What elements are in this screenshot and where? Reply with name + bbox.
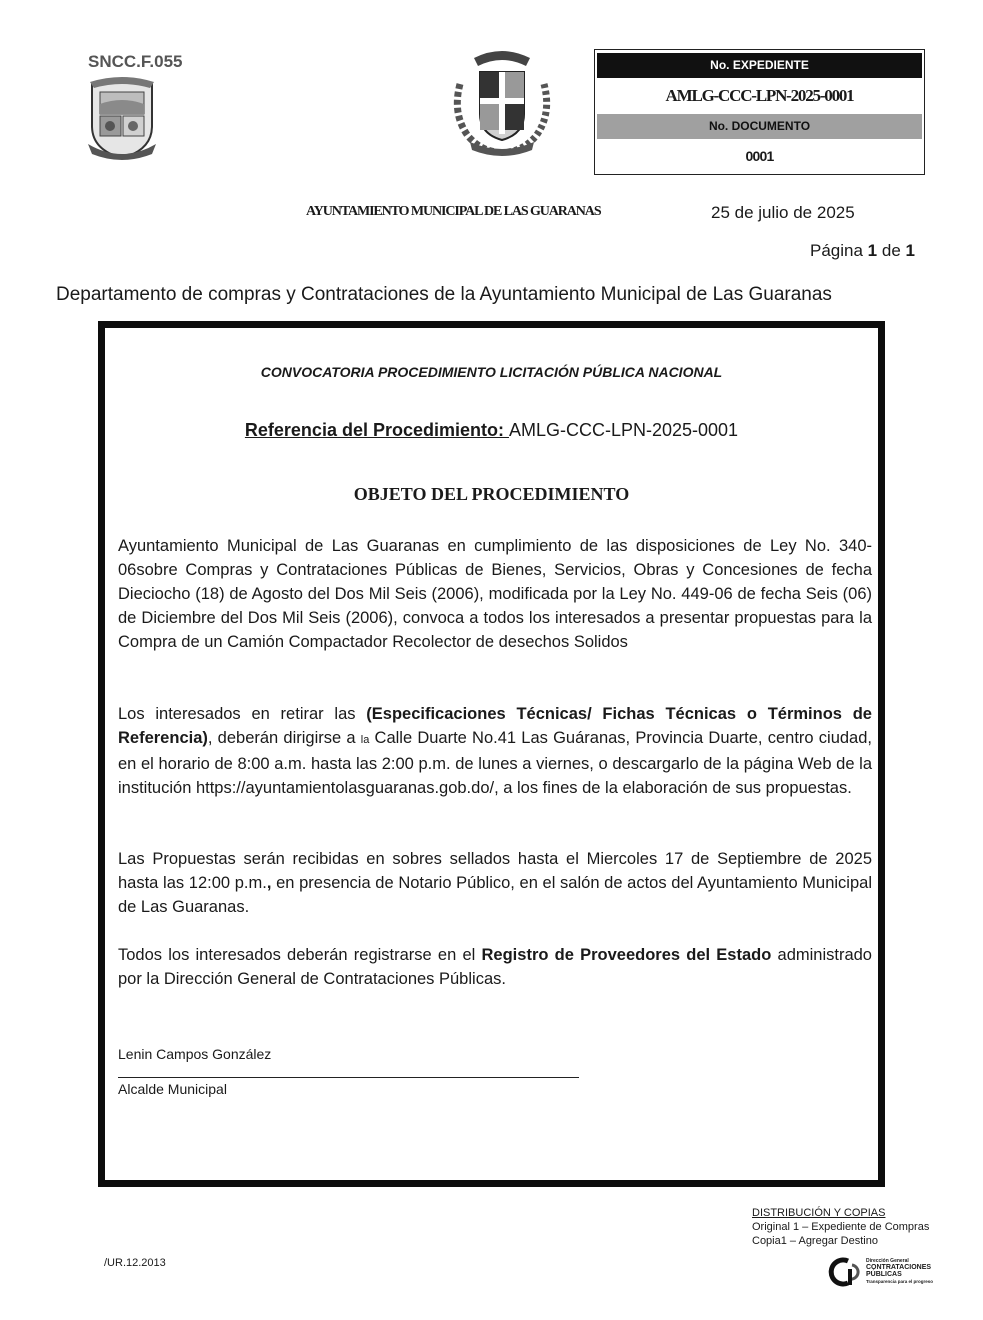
page-separator: de [881, 241, 901, 260]
logo-line-2: CONTRATACIONES [866, 1264, 932, 1271]
expediente-label: No. EXPEDIENTE [597, 53, 922, 78]
dgcp-emblem-icon [826, 1255, 866, 1289]
dgcp-logo-icon [826, 1255, 934, 1289]
p3-comma: , [266, 874, 272, 892]
call-title: CONVOCATORIA PROCEDIMIENTO LICITACIÓN PÚBLICA NACIONAL [260, 364, 723, 380]
logo-line-1: Dirección General [866, 1258, 909, 1264]
p4-text-c: administrado por la Dirección General de Contrataciones Públicas. [118, 946, 872, 988]
object-heading: OBJETO DEL PROCEDIMIENTO [353, 484, 630, 504]
announcement-frame [98, 321, 885, 1187]
logo-line-3: PÚBLICAS [866, 1271, 902, 1278]
paragraph-registry [118, 943, 872, 991]
form-code: SNCC.F.055 [88, 52, 183, 71]
documento-value: 0001 [745, 148, 774, 164]
municipal-seal-icon [86, 74, 158, 160]
expediente-value: AMLG-CCC-LPN-2025-0001 [665, 86, 854, 105]
p2-text-a: Los interesados en retirar las [118, 705, 367, 723]
p3-text-a: Las Propuestas serán recibidas en sobres sellados hasta el Miercoles 17 de Septiembre de 2025 hasta las 12:00 p.m. [118, 850, 872, 892]
p4-registry-bold: Registro de Proveedores del Estado [481, 946, 772, 964]
national-coat-of-arms-icon [446, 44, 558, 158]
logo-line-4: Transparencia para el progreso [866, 1279, 934, 1284]
department-title: Departamento de compras y Contrataciones de la Ayuntamiento Municipal de Las Guaranas [56, 284, 832, 305]
p2-text-d: la [360, 734, 370, 746]
paragraph-specifications [118, 702, 872, 800]
documento-label: No. DOCUMENTO [597, 114, 922, 139]
page-word: Página [810, 241, 863, 260]
p2-specs-bold: (Especificaciones Técnicas/ Fichas Técnicas o Términos de Referencia) [118, 705, 872, 747]
paragraph-object: Ayuntamiento Municipal de Las Guaranas en cumplimiento de las disposiciones de Ley No. 340-06sobre Compras y Contrataciones Públicas de Bienes, Servicios, Obras y Concesiones de fecha Dieciocho (18) de Agosto del Dos Mil Seis (2006), modificada por la Ley No. 449-06 de fecha Seis (06) de Diciembre del Dos Mil Seis (2006), convoca a todos los interesados a presentar propuestas para la Compra de un Camión Compactador Recolector de desechos Solidos [118, 537, 872, 651]
document-date: 25 de julio de 2025 [711, 203, 855, 222]
page-indicator [810, 241, 915, 261]
signer-name: Lenin Campos González [118, 1046, 272, 1062]
distribution-line-2: Copia1 – Agregar Destino [752, 1235, 878, 1247]
p4-text-a: Todos los interesados deberán registrarse en el [118, 946, 482, 964]
page-current: 1 [867, 241, 878, 260]
entity-name: AYUNTAMIENTO MUNICIPAL DE LAS GUARANAS [306, 204, 601, 219]
signature-line [118, 1077, 579, 1078]
p2-text-c: , deberán dirigirse a [207, 729, 361, 747]
page-total: 1 [905, 241, 915, 260]
reference-label: Referencia del Procedimiento: [244, 420, 509, 440]
distribution-line-1: Original 1 – Expediente de Compras [752, 1221, 930, 1233]
procedure-reference [105, 420, 878, 441]
expediente-box [594, 49, 925, 175]
signer-title: Alcalde Municipal [118, 1081, 227, 1097]
p3-text-c: en presencia de Notario Público, en el salón de actos del Ayuntamiento Municipal de Las Guaranas. [118, 874, 872, 916]
distribution-heading: DISTRIBUCIÓN Y COPIAS [752, 1207, 886, 1219]
reference-value: AMLG-CCC-LPN-2025-0001 [508, 420, 739, 440]
p2-text-e: Calle Duarte No.41 Las Guáranas, Provincia Duarte, centro ciudad, en el horario de 8:00 a.m. hasta las 2:00 p.m. de lunes a viernes, o descargarlo de la página Web de la institución https://ayuntamientolasguaranas.gob.do/, a los fines de la elaboración de sus propuestas. [118, 729, 872, 797]
revision-code: /UR.12.2013 [104, 1257, 166, 1269]
paragraph-deadline [118, 847, 872, 919]
